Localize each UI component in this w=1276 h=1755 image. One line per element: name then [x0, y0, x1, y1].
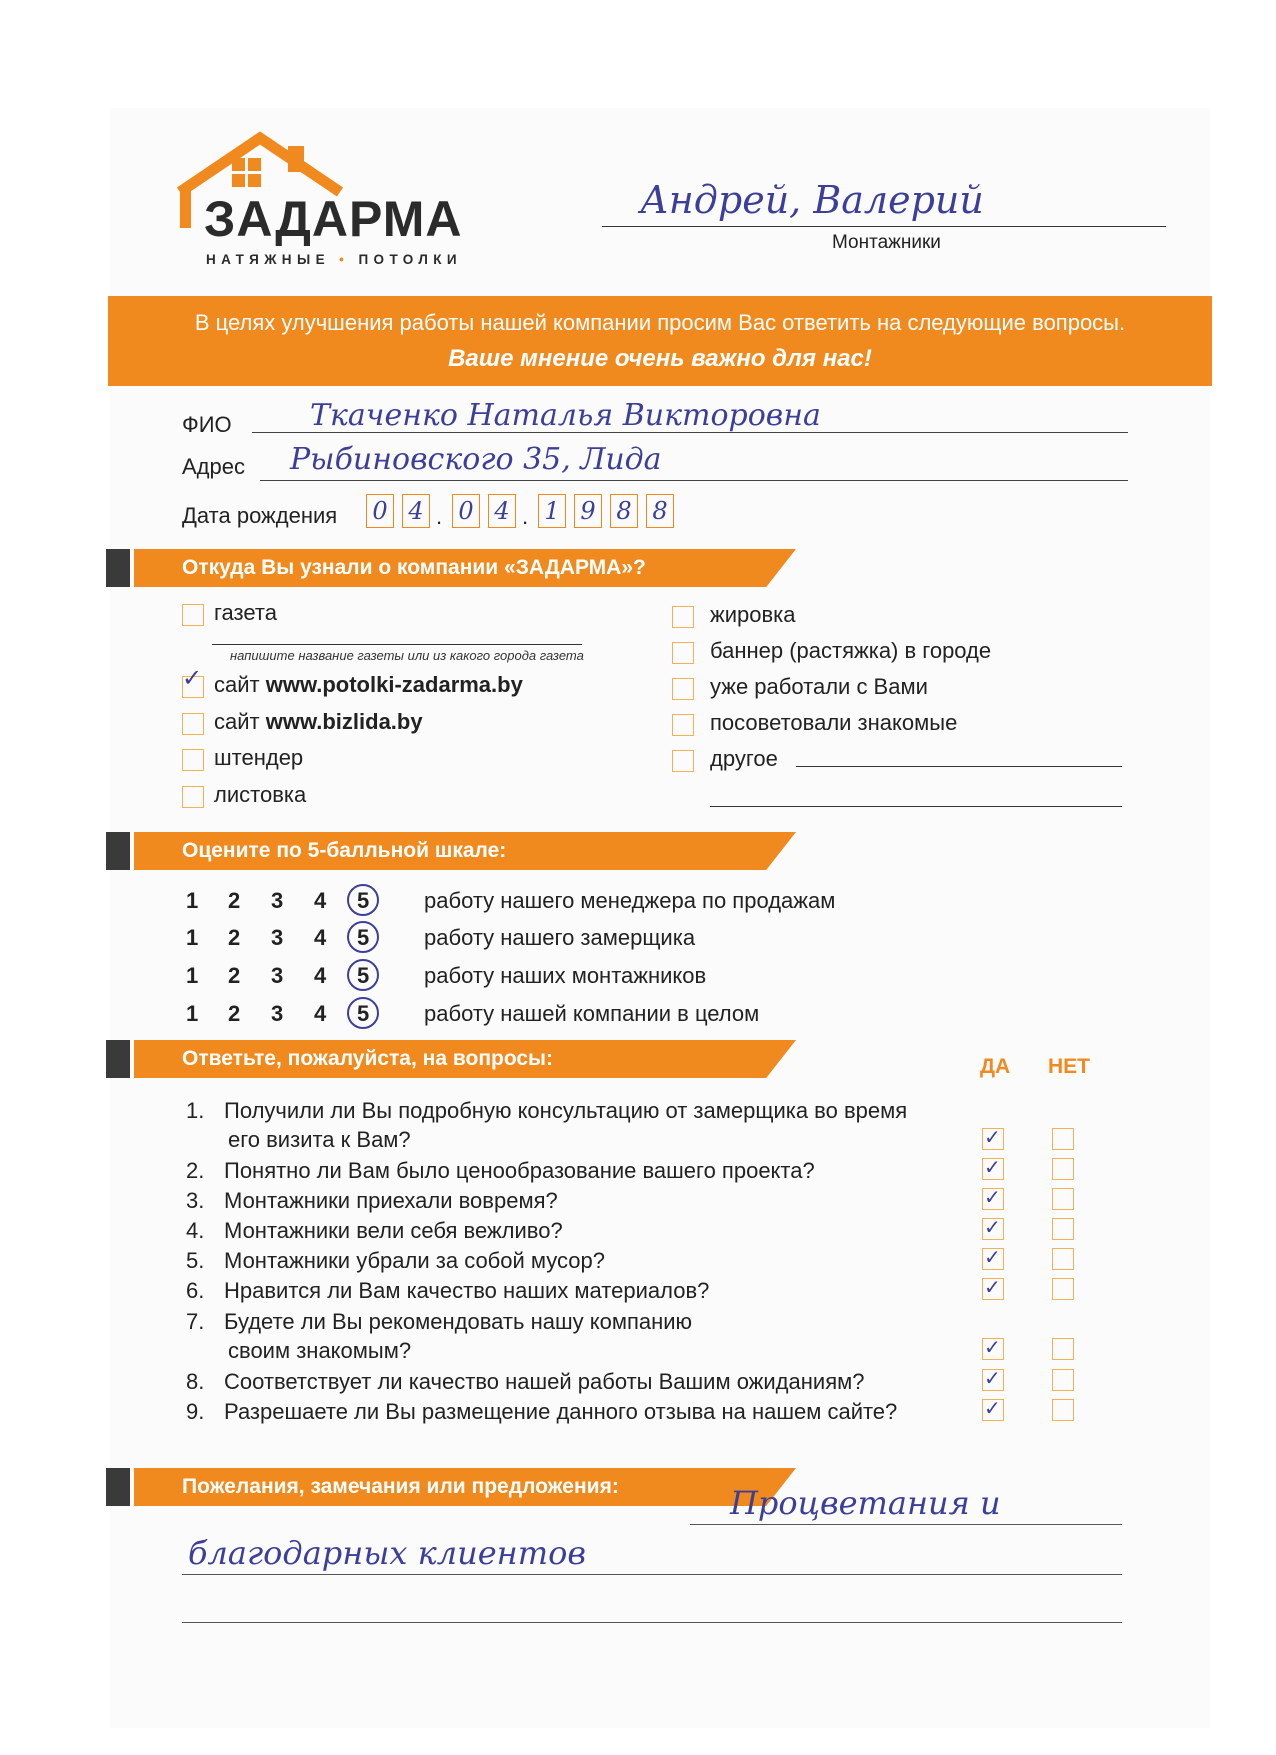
rating-label: работу нашего менеджера по продажам — [424, 888, 836, 913]
rating-option[interactable]: 2 — [228, 925, 241, 950]
question-number: 7. — [186, 1309, 205, 1334]
question-number: 6. — [186, 1278, 205, 1303]
address-line — [260, 480, 1128, 481]
dob-digit-box[interactable]: 8 — [610, 494, 638, 528]
comment-line-2[interactable]: благодарных клиентов — [188, 1534, 586, 1572]
answer-no-checkbox[interactable] — [1052, 1158, 1074, 1180]
answer-no-checkbox[interactable] — [1052, 1218, 1074, 1240]
question-number: 5. — [186, 1248, 205, 1273]
dob-digit-box[interactable]: 4 — [488, 494, 516, 528]
address-label: Адрес — [182, 454, 245, 479]
rating-option[interactable]: 4 — [314, 1001, 327, 1026]
option-site-bizlida — [214, 709, 423, 735]
rating-option[interactable]: 2 — [228, 963, 241, 988]
option-leaflet: листовка — [214, 782, 307, 807]
rating-option[interactable]: 5 — [357, 963, 370, 988]
dob-digit-box[interactable]: 8 — [646, 494, 674, 528]
tagline-dot: • — [339, 252, 350, 267]
section-bar — [106, 549, 130, 587]
yes-column-header: ДА — [980, 1055, 1011, 1078]
answer-no-checkbox[interactable] — [1052, 1369, 1074, 1391]
dob-separator: . — [522, 504, 529, 529]
dob-digit-box[interactable]: 0 — [366, 494, 394, 528]
rating-option[interactable]: 1 — [186, 888, 199, 913]
option-banner: баннер (растяжка) в городе — [710, 638, 992, 663]
option-prefix: сайт — [214, 709, 266, 734]
dob-digit-box[interactable]: 4 — [402, 494, 430, 528]
dob-digit-box[interactable]: 0 — [452, 494, 480, 528]
option-prefix: сайт — [214, 672, 266, 697]
question-text: Будете ли Вы рекомендовать нашу компанию — [224, 1309, 693, 1334]
rating-option[interactable]: 2 — [228, 888, 241, 913]
option-shtender: штендер — [214, 745, 304, 770]
fio-label: ФИО — [182, 412, 232, 437]
option-other: другое — [710, 746, 778, 771]
option-utility-bill: жировка — [710, 602, 796, 627]
rating-option[interactable]: 4 — [314, 888, 327, 913]
brand-tagline — [206, 252, 462, 267]
rating-option[interactable]: 3 — [271, 888, 284, 913]
question-text-continued: его визита к Вам? — [228, 1127, 411, 1152]
check-mark-icon: ✓ — [984, 1335, 1001, 1359]
check-mark-icon: ✓ — [984, 1366, 1001, 1390]
section-title: Оцените по 5-балльной шкале: — [182, 839, 507, 862]
checkbox-banner[interactable] — [672, 642, 694, 664]
option-recommended: посоветовали знакомые — [710, 710, 958, 735]
banner-line-2: Ваше мнение очень важно для нас! — [448, 345, 872, 372]
checkbox-site-bizlida[interactable] — [182, 713, 204, 735]
banner-line-1: В целях улучшения работы нашей компании просим Вас ответить на следующие вопросы. — [194, 310, 1126, 335]
checkbox-recommended[interactable] — [672, 714, 694, 736]
tagline-word-1: НАТЯЖНЫЕ — [206, 252, 330, 267]
rating-option[interactable]: 4 — [314, 925, 327, 950]
rating-option[interactable]: 1 — [186, 1001, 199, 1026]
answer-no-checkbox[interactable] — [1052, 1338, 1074, 1360]
check-mark-icon: ✓ — [182, 664, 203, 692]
question-number: 2. — [186, 1158, 205, 1183]
dob-label: Дата рождения — [182, 503, 338, 528]
answer-no-checkbox[interactable] — [1052, 1278, 1074, 1300]
checkbox-newspaper[interactable] — [182, 604, 204, 626]
check-mark-icon: ✓ — [984, 1185, 1001, 1209]
answer-no-checkbox[interactable] — [1052, 1188, 1074, 1210]
selected-rating-circle — [347, 884, 379, 916]
installers-line — [602, 226, 1166, 227]
installers-label: Монтажники — [832, 232, 941, 253]
comment-rule-1 — [690, 1524, 1122, 1525]
other-input-line[interactable] — [796, 766, 1122, 767]
question-number: 4. — [186, 1218, 205, 1243]
check-mark-icon: ✓ — [984, 1215, 1001, 1239]
comment-rule-3 — [182, 1622, 1122, 1623]
dob-separator: . — [436, 504, 443, 529]
rating-option[interactable]: 2 — [228, 1001, 241, 1026]
rating-option[interactable]: 3 — [271, 925, 284, 950]
section-title: Пожелания, замечания или предложения: — [182, 1475, 619, 1498]
comment-line-1[interactable]: Процветания и — [730, 1484, 1001, 1522]
rating-option[interactable]: 5 — [357, 925, 370, 950]
intro-banner — [108, 296, 1212, 386]
question-text-continued: своим знакомым? — [228, 1338, 412, 1363]
checkbox-utility-bill[interactable] — [672, 606, 694, 628]
option-url: www.bizlida.by — [265, 709, 423, 734]
section-bar — [106, 1040, 130, 1078]
rating-label: работу нашего замерщика — [424, 925, 696, 950]
newspaper-hint: напишите название газеты или из какого города газета — [230, 648, 584, 663]
option-newspaper: газета — [214, 600, 277, 625]
rating-option[interactable]: 1 — [186, 963, 199, 988]
option-url: www.potolki-zadarma.by — [265, 672, 523, 697]
answer-no-checkbox[interactable] — [1052, 1128, 1074, 1150]
check-mark-icon: ✓ — [984, 1396, 1001, 1420]
question-number: 3. — [186, 1188, 205, 1213]
question-text: Соответствует ли качество нашей работы Вашим ожиданиям? — [224, 1369, 865, 1394]
check-mark-icon: ✓ — [984, 1125, 1001, 1149]
question-text: Разрешаете ли Вы размещение данного отзыва на нашем сайте? — [224, 1399, 898, 1424]
section-title: Ответьте, пожалуйста, на вопросы: — [182, 1047, 553, 1070]
other-input-line-2[interactable] — [710, 806, 1122, 807]
brand-name: ЗАДАРМА — [204, 191, 463, 247]
answer-no-checkbox[interactable] — [1052, 1248, 1074, 1270]
rating-option[interactable]: 5 — [357, 888, 370, 913]
check-mark-icon: ✓ — [984, 1245, 1001, 1269]
question-text: Монтажники вели себя вежливо? — [224, 1218, 563, 1243]
newspaper-name-line[interactable] — [212, 644, 582, 645]
tagline-word-2: ПОТОЛКИ — [358, 252, 462, 267]
selected-rating-circle — [347, 959, 379, 991]
rating-option[interactable]: 3 — [271, 1001, 284, 1026]
rating-option[interactable]: 4 — [314, 963, 327, 988]
option-worked-before: уже работали с Вами — [710, 674, 928, 699]
checkbox-leaflet[interactable] — [182, 786, 204, 808]
rating-label: работу наших монтажников — [424, 963, 707, 988]
rating-label: работу нашей компании в целом — [424, 1001, 760, 1026]
question-number: 1. — [186, 1098, 205, 1123]
checkbox-worked-before[interactable] — [672, 678, 694, 700]
comment-rule-2 — [182, 1574, 1122, 1575]
option-site-potolki — [214, 672, 523, 698]
question-text: Монтажники убрали за собой мусор? — [224, 1248, 605, 1273]
question-text: Понятно ли Вам было ценообразование вашего проекта? — [224, 1158, 815, 1183]
address-value[interactable]: Рыбиновского 35, Лида — [290, 442, 662, 477]
check-mark-icon: ✓ — [984, 1275, 1001, 1299]
section-bar — [106, 1468, 130, 1506]
rating-option[interactable]: 5 — [357, 1001, 370, 1026]
installers-handwritten: Андрей, Валерий — [640, 178, 984, 222]
checkbox-shtender[interactable] — [182, 749, 204, 771]
company-logo — [170, 130, 510, 275]
selected-rating-circle — [347, 997, 379, 1029]
rating-option[interactable]: 3 — [271, 963, 284, 988]
no-column-header: НЕТ — [1048, 1055, 1090, 1078]
check-mark-icon: ✓ — [984, 1155, 1001, 1179]
dob-digit-box[interactable]: 1 — [538, 494, 566, 528]
question-number: 9. — [186, 1399, 205, 1424]
dob-digit-box[interactable]: 9 — [574, 494, 602, 528]
question-number: 8. — [186, 1369, 205, 1394]
question-text: Монтажники приехали вовремя? — [224, 1188, 558, 1213]
answer-no-checkbox[interactable] — [1052, 1399, 1074, 1421]
selected-rating-circle — [347, 921, 379, 953]
section-bar — [106, 832, 130, 870]
question-text: Получили ли Вы подробную консультацию от замерщика во время — [224, 1098, 908, 1123]
fio-value[interactable]: Ткаченко Наталья Викторовна — [310, 398, 821, 433]
section-title: Откуда Вы узнали о компании «ЗАДАРМА»? — [182, 556, 646, 579]
question-text: Нравится ли Вам качество наших материалов? — [224, 1278, 710, 1303]
rating-option[interactable]: 1 — [186, 925, 199, 950]
checkbox-other[interactable] — [672, 750, 694, 772]
